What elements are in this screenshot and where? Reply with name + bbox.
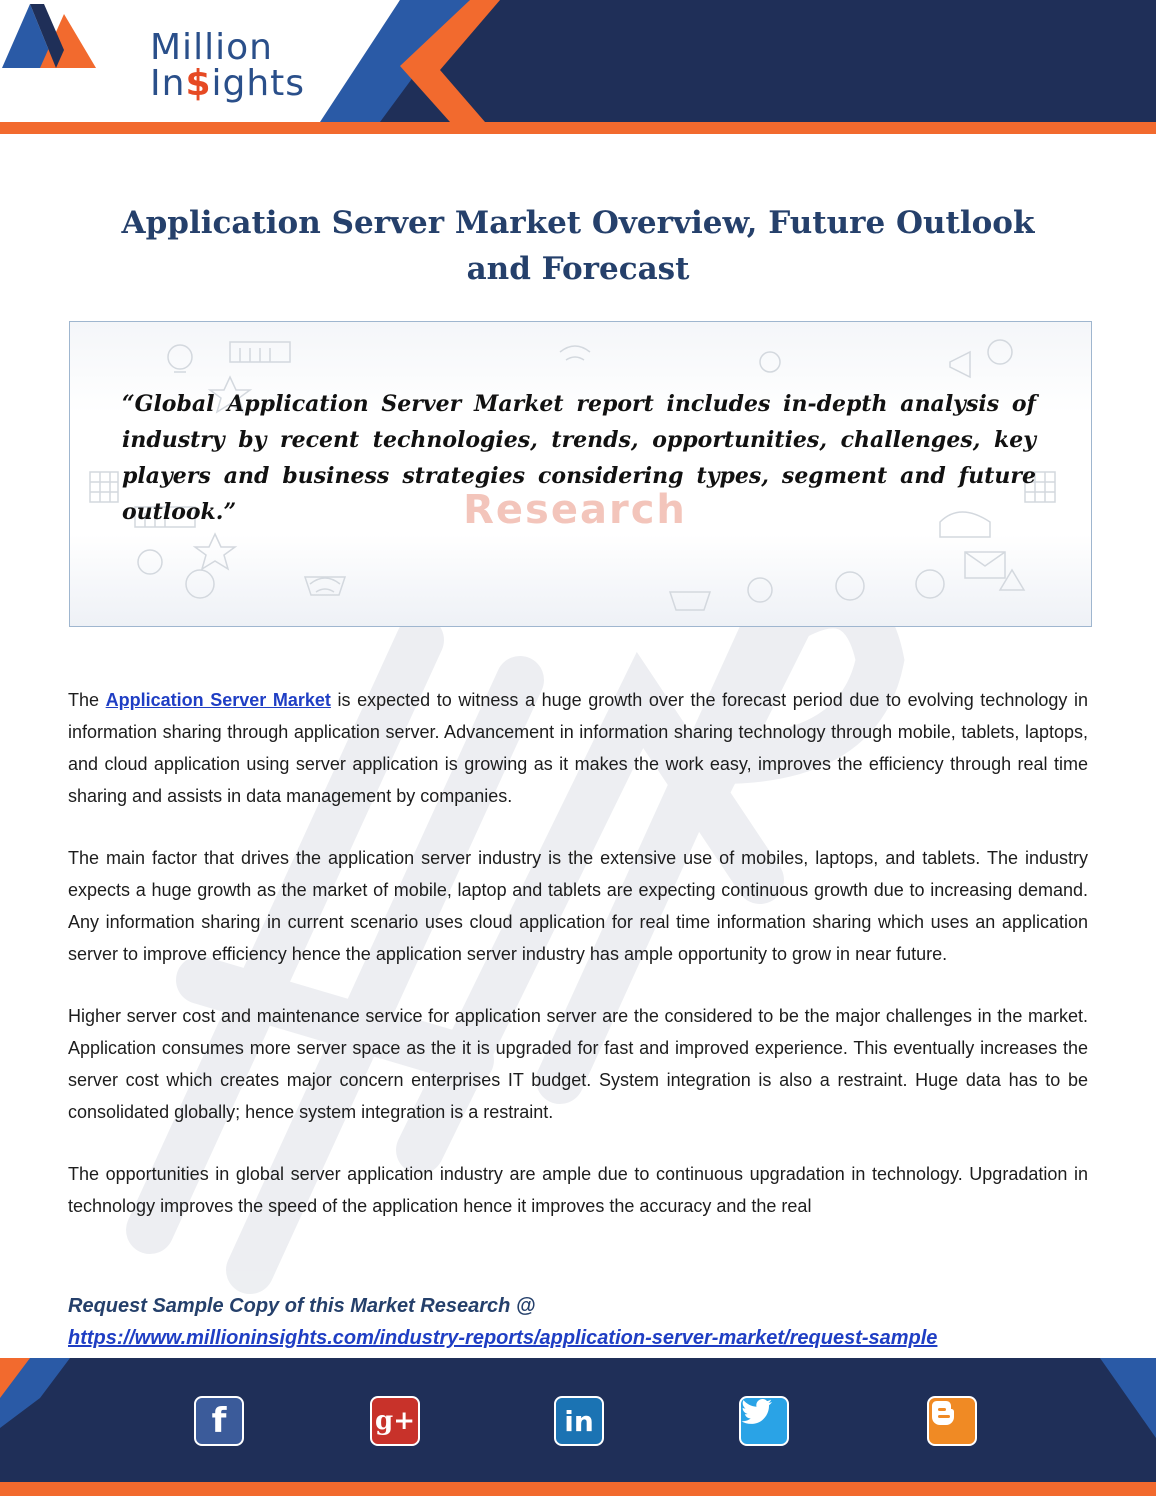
request-sample-link[interactable]: https://www.millioninsights.com/industry-reports/application-server-market/request-sample <box>68 1327 938 1349</box>
article-body <box>68 684 1088 1252</box>
page-footer <box>0 1358 1156 1496</box>
brand-name-line1: Million <box>150 27 273 68</box>
banner-watermark-text: Research <box>463 487 687 533</box>
page-header <box>0 0 1156 136</box>
google-plus-icon[interactable]: g+ <box>370 1396 420 1446</box>
blogger-icon[interactable] <box>927 1396 977 1446</box>
facebook-icon[interactable]: f <box>194 1396 244 1446</box>
request-sample-section <box>68 1290 1088 1354</box>
paragraph-2: The main factor that drives the application server industry is the extensive use of mobiles, laptops, and tablets. The industry expects a huge growth as the market of mobile, laptop and tablets are expecting continuous growth due to increasing demand. Any information sharing in current scenario uses cloud application for real time information sharing which uses an application server to improve efficiency hence the application server industry has ample opportunity to grow in near future. <box>68 848 1088 964</box>
paragraph-4: The opportunities in global server application industry are ample due to continuous upgradation in technology. Upgradation in technology improves the speed of the application hence it improves the accuracy and the real <box>68 1164 1088 1216</box>
twitter-bird-glyph <box>741 1398 773 1426</box>
page-title: Application Server Market Overview, Future Outlook and Forecast <box>121 205 1035 287</box>
linkedin-icon[interactable]: in <box>554 1396 604 1446</box>
quote-banner <box>69 321 1092 627</box>
paragraph-1: The Application Server Market is expected to witness a huge growth over the forecast period due to evolving technology in information sharing through application server. Advancement in information sharing technology through mobile, tablets, laptops, and cloud application using server application is growing as it makes the work easy, improves the efficiency through real time sharing and assists in data management by companies. <box>68 690 1088 806</box>
dollar-symbol: $ <box>185 63 212 104</box>
twitter-icon[interactable] <box>739 1396 789 1446</box>
request-sample-label: Request Sample Copy of this Market Research @ <box>68 1295 536 1317</box>
brand-name-line2: In$ights <box>150 63 306 104</box>
paragraph-3: Higher server cost and maintenance service for application server are the considered to be the major challenges in the market. Application consumes more server space as the it is upgraded for fast and improved experience. This eventually increases the server cost which creates major concern enterprises IT budget. System integration is also a restraint. Huge data has to be consolidated globally; hence system integration is a restraint. <box>68 1006 1088 1122</box>
million-insights-logo-icon <box>0 0 100 70</box>
blogger-b-glyph <box>929 1398 959 1428</box>
banner-quote: “Global Application Server Market report includes in-depth analysis of industry by recent technologies, trends, opportunities, challenges, key players and business strategies considering types, segment and future outlook.” <box>122 391 1036 525</box>
application-server-market-link[interactable]: Application Server Market <box>105 690 331 710</box>
